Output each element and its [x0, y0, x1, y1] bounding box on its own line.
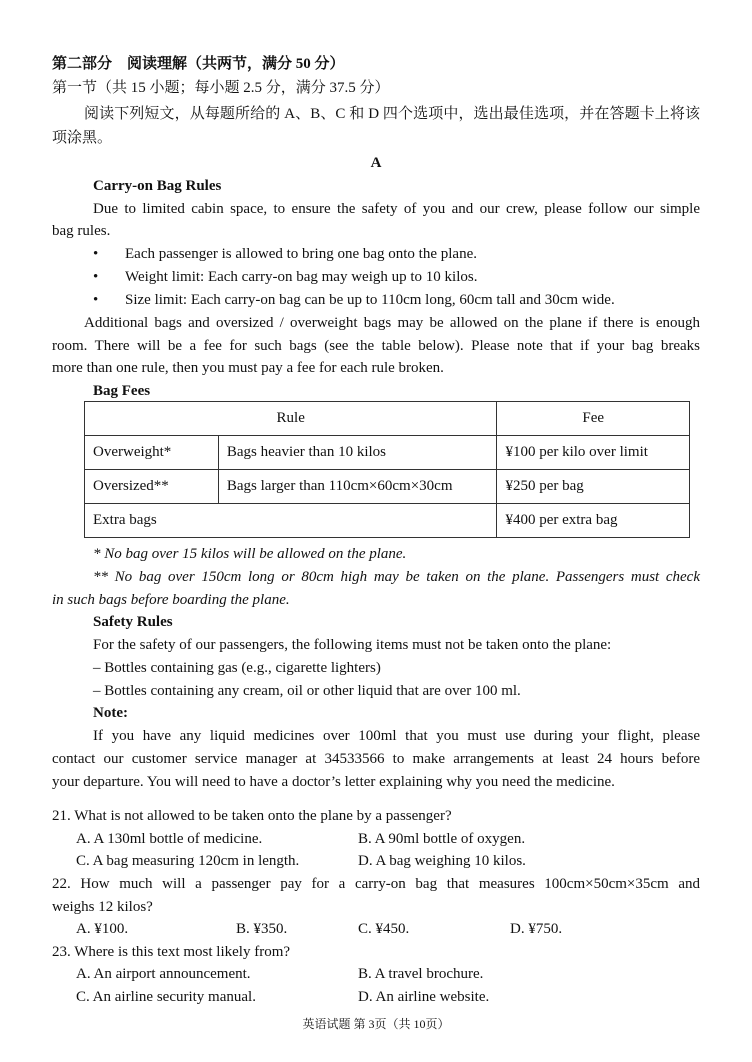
instruction-line-1: 阅读下列短文，从每题所给的 A、B、C 和 D 四个选项中，选出最佳选项，并在答题卡上将该	[84, 106, 700, 122]
row-name: Oversized**	[85, 470, 219, 504]
bullet-text: Weight limit: Each carry-on bag may weigh up to 10 kilos.	[125, 269, 478, 285]
safety-title: Safety Rules	[93, 614, 173, 630]
option-d[interactable]: D. An airline website.	[358, 989, 490, 1005]
row-desc: Bags larger than 110cm×60cm×30cm	[218, 470, 497, 504]
question-21-options	[0, 850, 752, 872]
question-23-stem: 23. Where is this text most likely from?	[52, 944, 291, 960]
note-line-1: If you have any liquid medicines over 100ml that you must use during your flight, please	[93, 728, 700, 744]
question-23-options	[0, 963, 752, 985]
option-b[interactable]: B. A travel brochure.	[358, 966, 484, 982]
bullet-item	[0, 266, 752, 288]
safety-item-2: – Bottles containing any cream, oil or other liquid that are over 100 ml.	[93, 683, 521, 699]
option-b[interactable]: B. ¥350.	[236, 921, 288, 937]
bullet-icon: •	[93, 292, 99, 308]
bullet-text: Each passenger is allowed to bring one bag onto the plane.	[125, 246, 477, 262]
bullet-item	[0, 289, 752, 311]
instruction-line-2: 项涂黑。	[52, 130, 113, 146]
safety-item-1: – Bottles containing gas (e.g., cigarette lighters)	[93, 660, 381, 676]
safety-intro: For the safety of our passengers, the following items must not be taken onto the plane:	[93, 637, 612, 653]
header-fee: Fee	[497, 402, 690, 436]
passage-letter: A	[370, 155, 382, 171]
bullet-icon: •	[93, 269, 99, 285]
option-a[interactable]: A. A 130ml bottle of medicine.	[76, 831, 263, 847]
question-23-options	[0, 986, 752, 1008]
question-21-options	[0, 828, 752, 850]
table-row	[85, 436, 690, 470]
bullet-text: Size limit: Each carry-on bag can be up to 110cm long, 60cm tall and 30cm wide.	[125, 292, 615, 308]
page-footer: 英语试题 第 3页（共 10页）	[302, 1017, 450, 1031]
para-line-2: room. There will be a fee for such bags (see the table below). Please note that if your bag breaks	[52, 338, 700, 354]
table-note-2b: in such bags before boarding the plane.	[52, 592, 290, 608]
table-row	[85, 470, 690, 504]
option-d[interactable]: D. ¥750.	[510, 921, 563, 937]
option-a[interactable]: A. ¥100.	[76, 921, 129, 937]
bag-fees-title: Bag Fees	[93, 383, 151, 399]
part-title: 第二部分 阅读理解（共两节，满分 50 分）	[52, 56, 345, 72]
table-row	[85, 504, 690, 538]
note-line-3: your departure. You will need to have a doctor’s letter explaining why you need the medicine.	[52, 774, 615, 790]
section-title: 第一节（共 15 小题；每小题 2.5 分，满分 37.5 分）	[52, 80, 390, 96]
option-c[interactable]: C. An airline security manual.	[76, 989, 256, 1005]
row-fee: ¥100 per kilo over limit	[497, 436, 690, 470]
bullet-icon: •	[93, 246, 99, 262]
option-a[interactable]: A. An airport announcement.	[76, 966, 251, 982]
para-line-1: Additional bags and oversized / overweight bags may be allowed on the plane if there is enough	[84, 315, 700, 331]
para-line-3: more than one rule, then you must pay a fee for each rule broken.	[52, 360, 444, 376]
bag-fees-table	[84, 401, 690, 538]
row-desc: Bags heavier than 10 kilos	[218, 436, 497, 470]
row-fee: ¥250 per bag	[497, 470, 690, 504]
note-title: Note:	[93, 705, 128, 721]
option-c[interactable]: C. A bag measuring 120cm in length.	[76, 853, 300, 869]
table-header-row	[85, 402, 690, 436]
note-line-2: contact our customer service manager at 34533566 to make arrangements at least 24 hours before	[52, 751, 700, 767]
header-rule: Rule	[85, 402, 497, 436]
bullet-item	[0, 243, 752, 265]
row-name: Extra bags	[85, 504, 497, 538]
option-c[interactable]: C. ¥450.	[358, 921, 410, 937]
question-21-stem: 21. What is not allowed to be taken onto the plane by a passenger?	[52, 808, 452, 824]
question-22-options	[0, 918, 752, 940]
intro-line-2: bag rules.	[52, 223, 111, 239]
intro-line-1: Due to limited cabin space, to ensure the safety of you and our crew, please follow our simple	[93, 201, 700, 217]
passage-title: Carry-on Bag Rules	[93, 178, 222, 194]
question-22-stem: 22. How much will a passenger pay for a carry-on bag that measures 100cm×50cm×35cm and	[52, 876, 700, 892]
table-note-2a: ** No bag over 150cm long or 80cm high may be taken on the plane. Passengers must check	[93, 569, 700, 585]
row-name: Overweight*	[85, 436, 219, 470]
option-b[interactable]: B. A 90ml bottle of oxygen.	[358, 831, 526, 847]
question-22-stem-2: weighs 12 kilos?	[52, 899, 153, 915]
option-d[interactable]: D. A bag weighing 10 kilos.	[358, 853, 526, 869]
table-note-1: * No bag over 15 kilos will be allowed on the plane.	[93, 546, 407, 562]
row-fee: ¥400 per extra bag	[497, 504, 690, 538]
